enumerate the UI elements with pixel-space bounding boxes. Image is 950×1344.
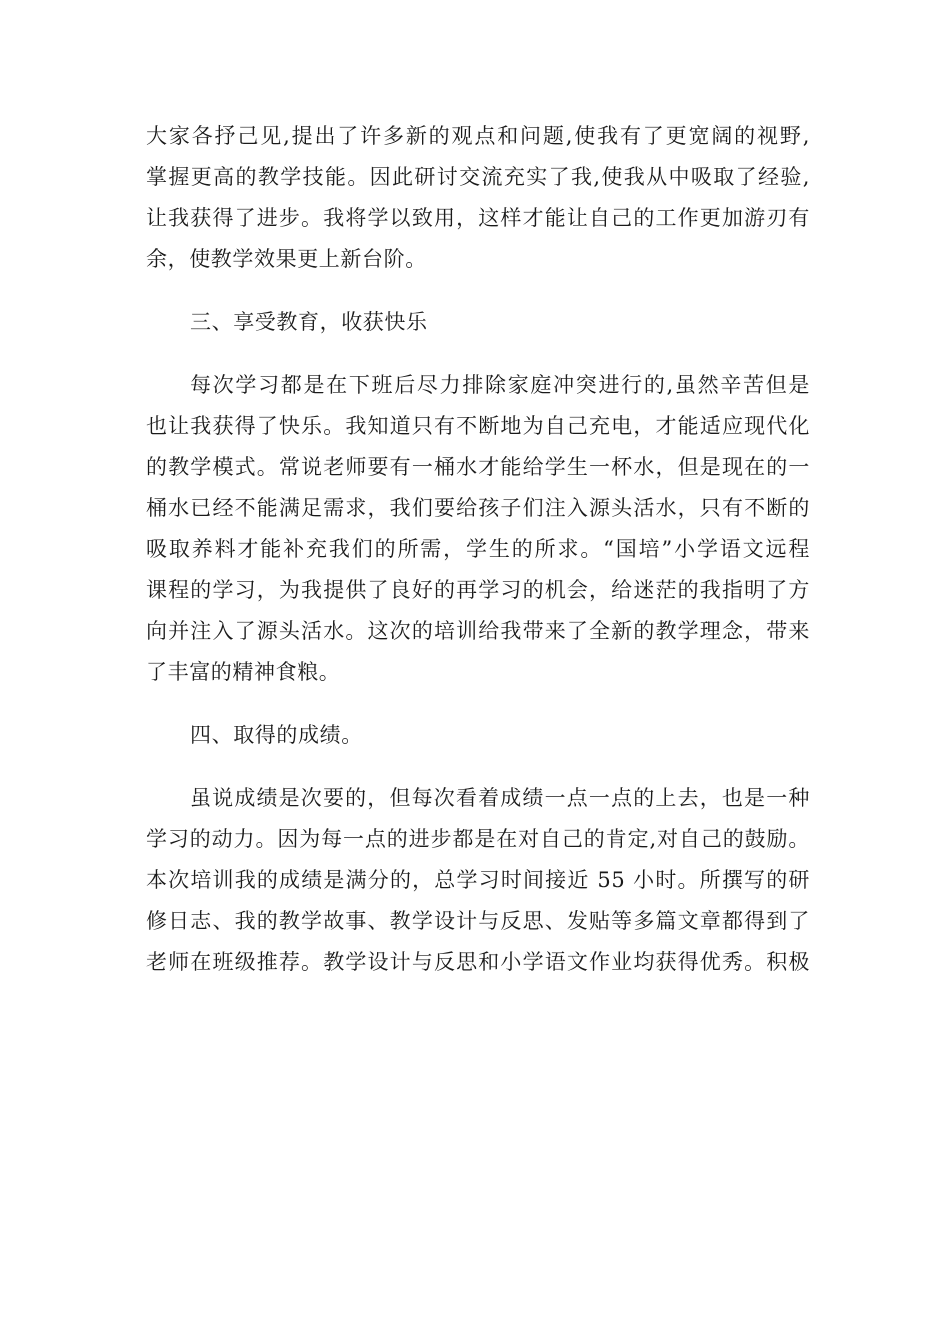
text-line: 每次学习都是在下班后尽力排除家庭冲突进行的,虽然辛苦但是 [190, 373, 810, 397]
paragraph [146, 778, 810, 983]
paragraph [146, 365, 810, 693]
section-heading [146, 302, 810, 343]
text-line: 桶水已经不能满足需求，我们要给孩子们注入源头活水，只有不断的 [146, 496, 810, 520]
paragraph [146, 116, 810, 280]
section-heading [146, 715, 810, 756]
text-line: 课程的学习，为我提供了良好的再学习的机会，给迷茫的我指明了方 [146, 578, 810, 602]
text-line: 让我获得了进步。我将学以致用，这样才能让自己的工作更加游刃有 [146, 206, 810, 230]
text-line: 修日志、我的教学故事、教学设计与反思、发贴等多篇文章都得到了 [146, 909, 810, 933]
text-line: 本次培训我的成绩是满分的，总学习时间接近 55 小时。所撰写的研 [146, 868, 810, 892]
text-line: 学习的动力。因为每一点的进步都是在对自己的肯定,对自己的鼓励。 [146, 827, 810, 851]
text-line: 老师在班级推荐。教学设计与反思和小学语文作业均获得优秀。积极 [146, 950, 810, 974]
text-line: 了丰富的精神食粮。 [146, 660, 341, 684]
text-line: 也让我获得了快乐。我知道只有不断地为自己充电，才能适应现代化 [146, 414, 810, 438]
text-line: 的教学模式。常说老师要有一桶水才能给学生一杯水，但是现在的一 [146, 455, 810, 479]
text-line: 虽说成绩是次要的，但每次看着成绩一点一点的上去，也是一种 [190, 786, 810, 810]
text-line: 掌握更高的教学技能。因此研讨交流充实了我,使我从中吸取了经验, [146, 165, 810, 189]
text-line: 向并注入了源头活水。这次的培训给我带来了全新的教学理念，带来 [146, 619, 810, 643]
heading-text: 三、享受教育，收获快乐 [190, 310, 428, 334]
heading-text: 四、取得的成绩。 [190, 723, 363, 747]
text-line: 吸取养料才能补充我们的所需，学生的所求。“国培”小学语文远程 [146, 537, 810, 561]
text-line: 余，使教学效果更上新台阶。 [146, 247, 427, 271]
text-line: 大家各抒己见,提出了许多新的观点和问题,使我有了更宽阔的视野, [146, 124, 810, 148]
document-body [146, 116, 810, 983]
